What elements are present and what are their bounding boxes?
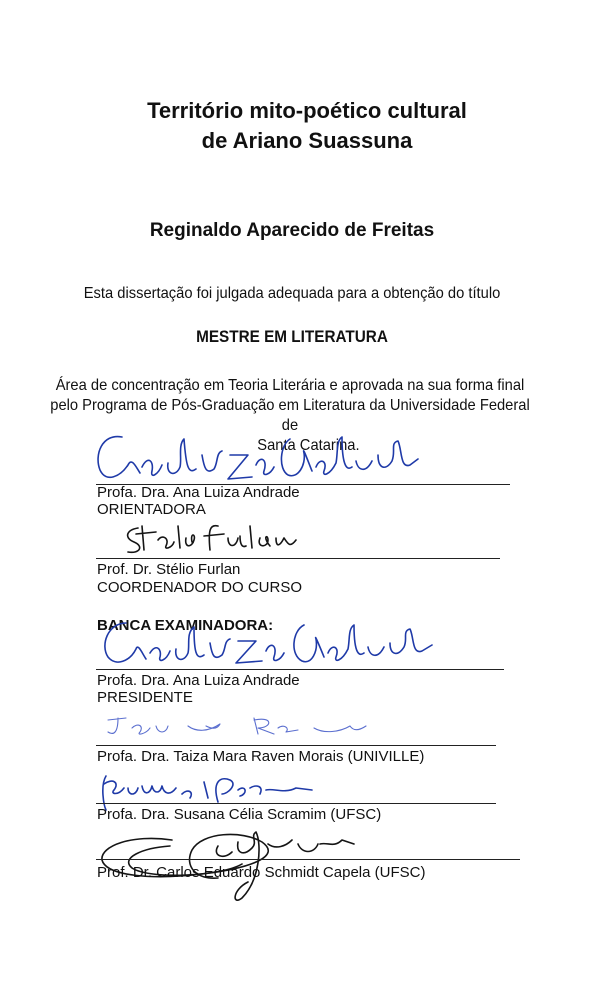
signature-line-coordenador (96, 558, 500, 559)
presidente-role: PRESIDENTE (97, 689, 193, 706)
signature-line-presidente (96, 669, 504, 670)
presidente-name: Profa. Dra. Ana Luiza Andrade (97, 672, 300, 689)
signature-line-member-3 (96, 859, 520, 860)
member-2-name: Profa. Dra. Susana Célia Scramim (UFSC) (97, 806, 382, 823)
concentration-line-3: Santa Catarina. (257, 437, 360, 454)
member-1-name: Profa. Dra. Taiza Mara Raven Morais (UNIVILLE) (97, 748, 425, 765)
title-line-1: Território mito-poético cultural (147, 98, 467, 123)
concentration-statement (42, 376, 539, 456)
concentration-line-1: Área de concentração em Teoria Literária e aprovada na sua forma final (55, 377, 525, 394)
member-3-name: Prof. Dr. Carlos Eduardo Schmidt Capela (UFSC) (97, 864, 426, 881)
approval-statement: Esta dissertação foi julgada adequada para a obtenção do título (83, 285, 501, 302)
orientadora-role: ORIENTADORA (97, 501, 206, 518)
banca-heading: BANCA EXAMINADORA: (97, 617, 274, 634)
title-line-2: de Ariano Suassuna (201, 128, 413, 153)
orientadora-name: Profa. Dra. Ana Luiza Andrade (97, 484, 300, 501)
document-title (0, 96, 614, 156)
signature-coordenador (120, 520, 310, 560)
signature-member-1 (104, 712, 384, 742)
coordenador-name: Prof. Dr. Stélio Furlan (97, 561, 241, 578)
concentration-line-2: pelo Programa de Pós-Graduação em Literatura da Universidade Federal de (50, 397, 530, 434)
degree-title: MESTRE EM LITERATURA (196, 327, 388, 346)
author-name: Reginaldo Aparecido de Freitas (149, 220, 435, 241)
signature-line-member-2 (96, 803, 496, 804)
signature-line-member-1 (96, 745, 496, 746)
coordenador-role: COORDENADOR DO CURSO (97, 579, 303, 596)
